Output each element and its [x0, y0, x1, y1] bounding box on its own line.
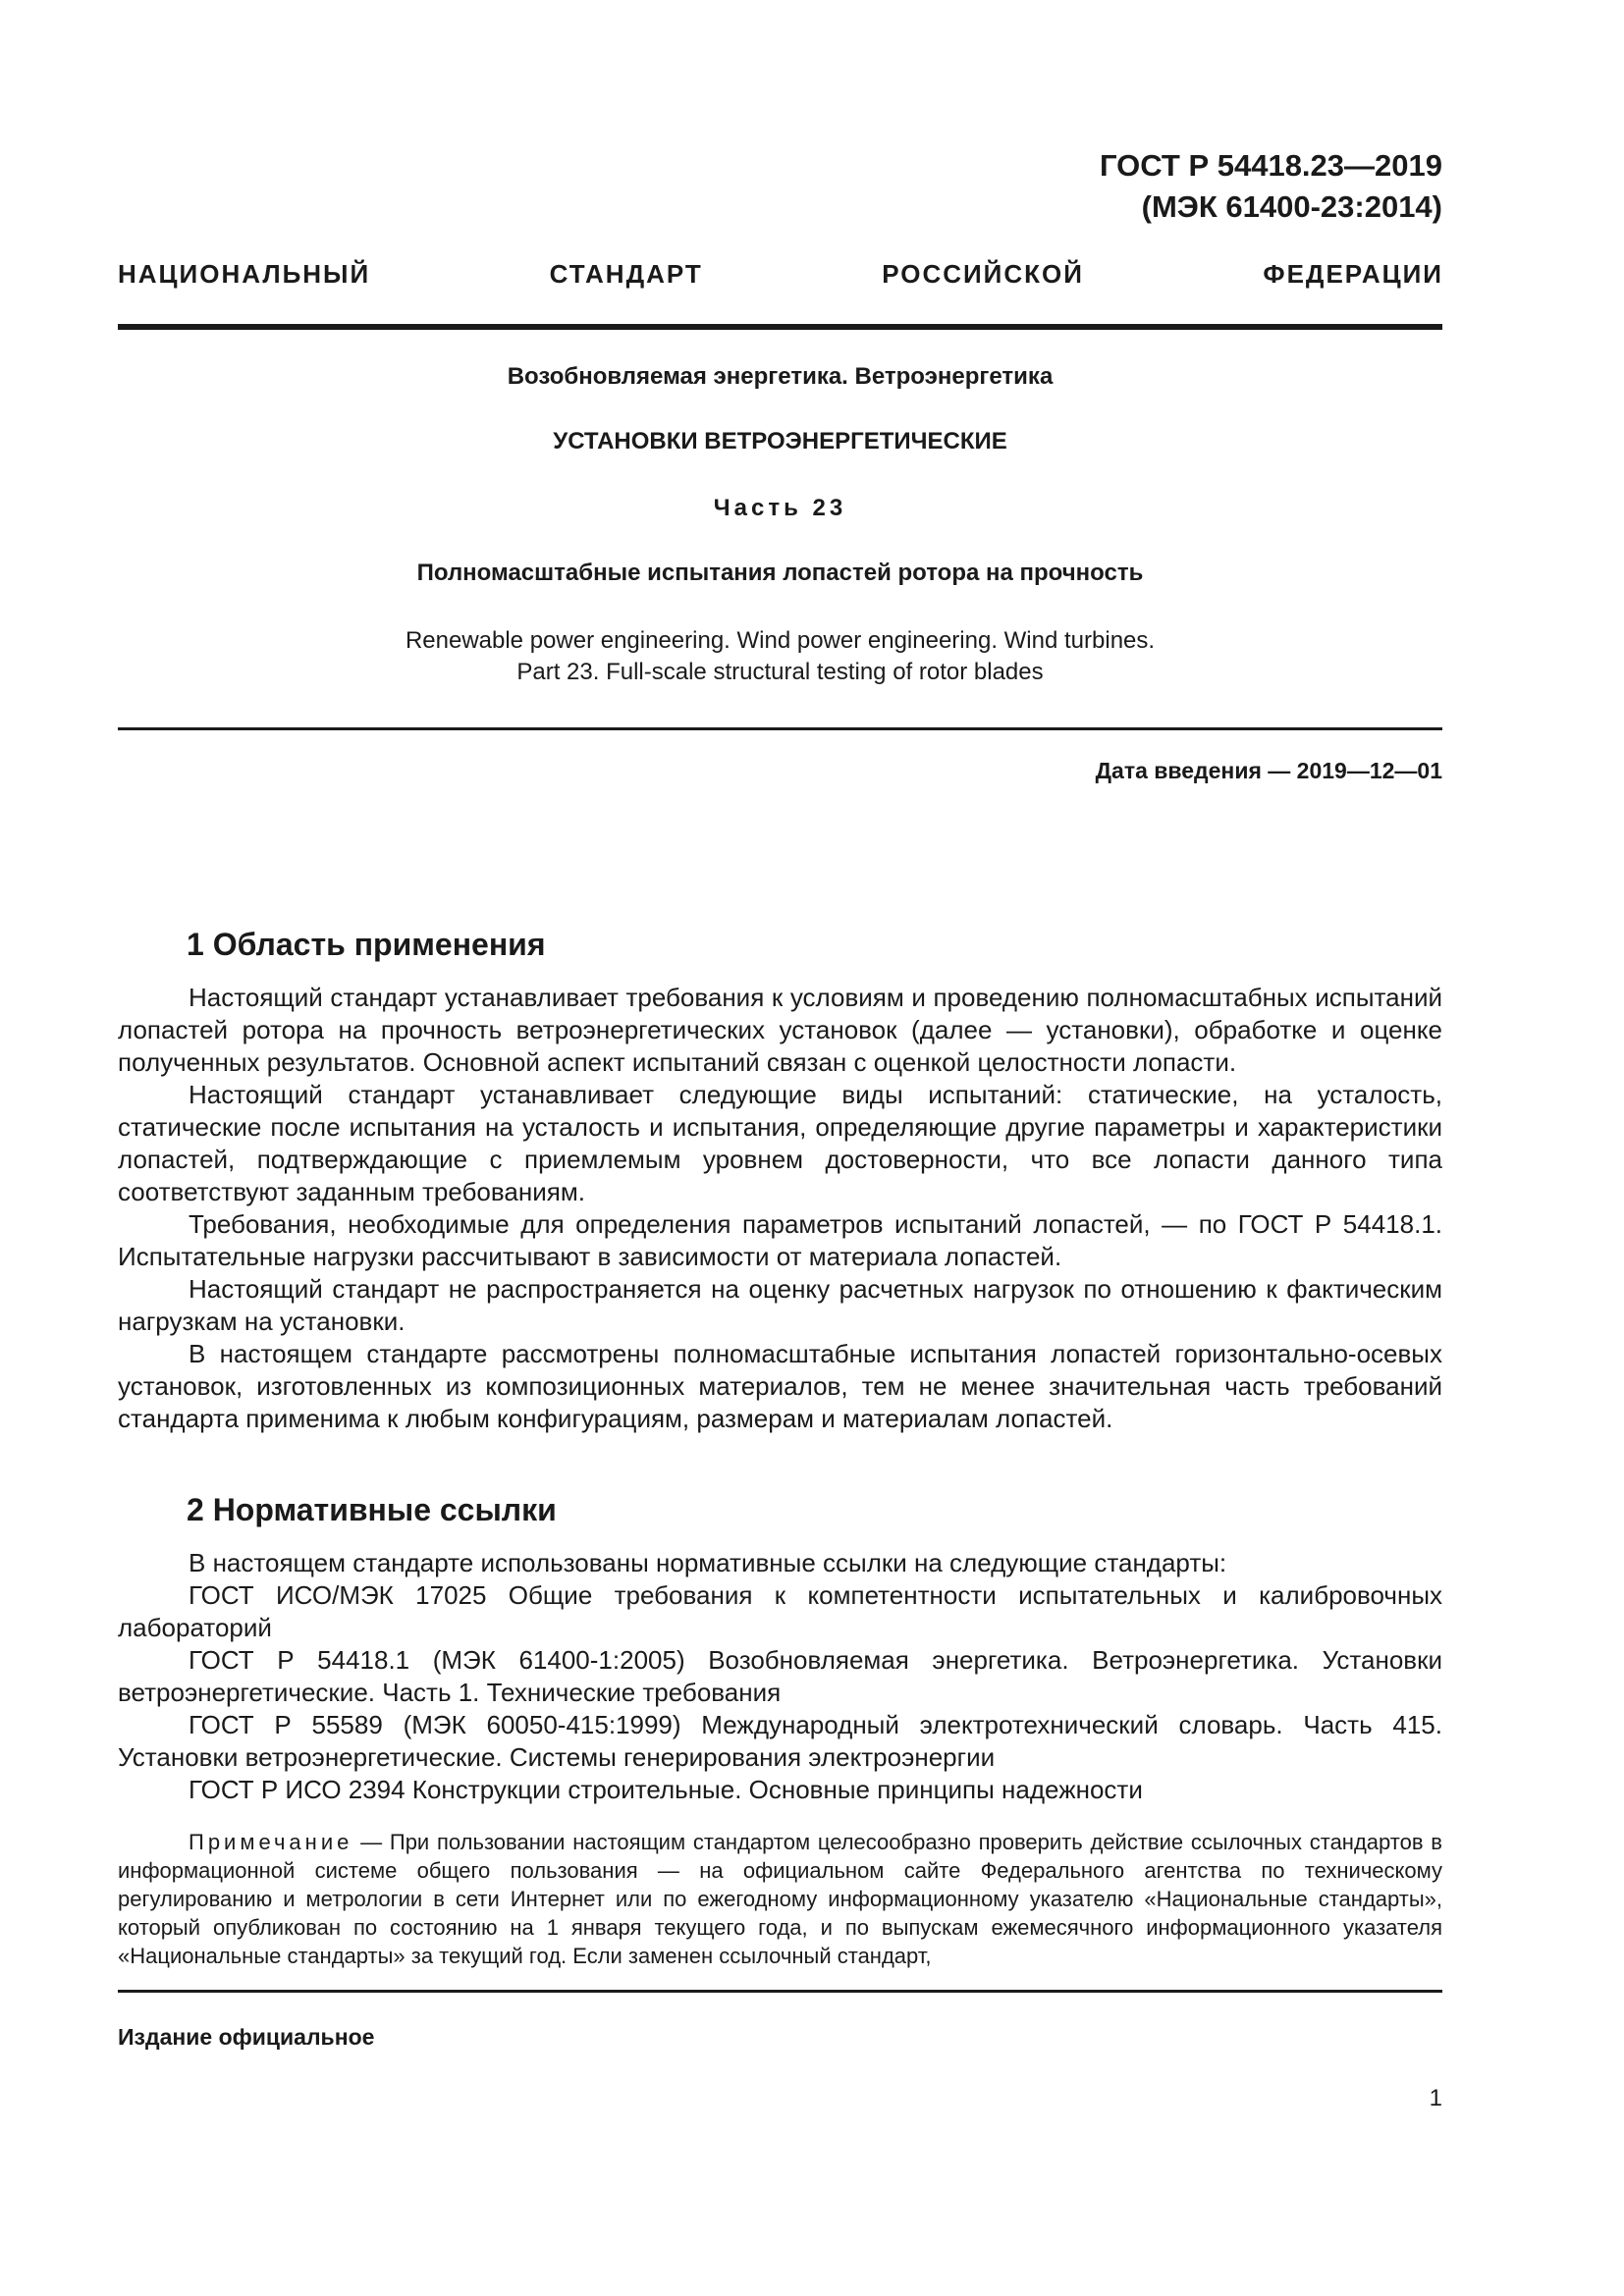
normative-reference: ГОСТ Р ИСО 2394 Конструкции строительные. Основные принципы надежности [189, 1775, 1143, 1804]
title-part: Часть 23 [713, 495, 847, 521]
title-rule [118, 727, 1442, 730]
standard-number: ГОСТ Р 54418.23—2019 [1100, 148, 1442, 183]
footer-rule [118, 1990, 1442, 1993]
standard-iec-number: (МЭК 61400-23:2014) [1141, 189, 1442, 224]
standard-number-block [1100, 145, 1442, 228]
title-line-2: УСТАНОВКИ ВЕТРОЭНЕРГЕТИЧЕСКИЕ [553, 428, 1007, 454]
section-1-paragraph: Настоящий стандарт устанавливает требования к условиям и проведению полномасштабных испытаний лопастей ротора на прочность ветроэнергетических установок (далее — установки), обработке и оценке полученных результатов. Основной аспект испытаний связан с оценкой целостности лопасти. [118, 983, 1442, 1077]
section-1-paragraph: В настоящем стандарте рассмотрены полномасштабные испытания лопастей горизонтально-осевых установок, изготовленных из композиционных материалов, тем не менее значительная часть требований стандарта применима к любым конфигурациям, размерам и материалам лопастей. [118, 1339, 1442, 1433]
note-text: — При пользовании настоящим стандартом целесообразно проверить действие ссылочных стандартов в информационной системе общего пользования — на официальном сайте Федерального агентства по техническому регулированию и метрологии в сети Интернет или по ежегодному информационному указателю «Национальные стандарты», который опубликован по состоянию на 1 января текущего года, и по выпускам ежемесячного информационного указателя «Национальные стандарты» за текущий год. Если заменен ссылочный стандарт, [118, 1830, 1442, 1968]
english-title-line-2: Part 23. Full-scale structural testing of rotor blades [516, 659, 1044, 685]
header-rule [118, 324, 1442, 330]
normative-reference: ГОСТ Р 55589 (МЭК 60050-415:1999) Международный электротехнический словарь. Часть 415. Установки ветроэнергетические. Системы генерирования электроэнергии [118, 1710, 1442, 1772]
note-block [118, 1828, 1442, 1970]
national-standard-banner: НАЦИОНАЛЬНЫЙ СТАНДАРТ РОССИЙСКОЙ ФЕДЕРАЦИИ [118, 259, 1443, 289]
section-1-paragraph: Требования, необходимые для определения параметров испытаний лопастей, — по ГОСТ Р 54418.1. Испытательные нагрузки рассчитывают в зависимости от материала лопастей. [118, 1209, 1442, 1271]
english-title [118, 625, 1442, 688]
title-line-4: Полномасштабные испытания лопастей ротора на прочность [416, 560, 1144, 586]
normative-reference: ГОСТ Р 54418.1 (МЭК 61400-1:2005) Возобновляемая энергетика. Ветроэнергетика. Установки ветроэнергетические. Часть 1. Технические требования [118, 1645, 1442, 1707]
section-1-heading: 1 Область применения [187, 927, 546, 962]
page-number: 1 [1429, 2085, 1442, 2111]
section-1-paragraph: Настоящий стандарт устанавливает следующие виды испытаний: статические, на усталость, статические после испытания на усталость и испытания, определяющие другие параметры и характеристики лопастей, подтверждающие с приемлемым уровнем достоверности, что все лопасти данного типа соответствуют заданным требованиям. [118, 1080, 1442, 1206]
normative-reference: ГОСТ ИСО/МЭК 17025 Общие требования к компетентности испытательных и калибровочных лабораторий [118, 1580, 1442, 1642]
introduction-date: Дата введения — 2019—12—01 [1095, 758, 1442, 783]
official-edition-label: Издание официальное [118, 2024, 375, 2050]
section-2-heading: 2 Нормативные ссылки [187, 1492, 557, 1527]
section-1-body [118, 982, 1442, 1435]
section-2-body [118, 1547, 1442, 1806]
section-1-paragraph: Настоящий стандарт не распространяется на оценку расчетных нагрузок по отношению к фактическим нагрузкам на установки. [118, 1274, 1442, 1336]
title-line-1: Возобновляемая энергетика. Ветроэнергетика [507, 363, 1054, 390]
section-2-paragraph: В настоящем стандарте использованы нормативные ссылки на следующие стандарты: [189, 1548, 1227, 1577]
note-label: Примечание [189, 1830, 353, 1854]
english-title-line-1: Renewable power engineering. Wind power engineering. Wind turbines. [405, 627, 1156, 654]
